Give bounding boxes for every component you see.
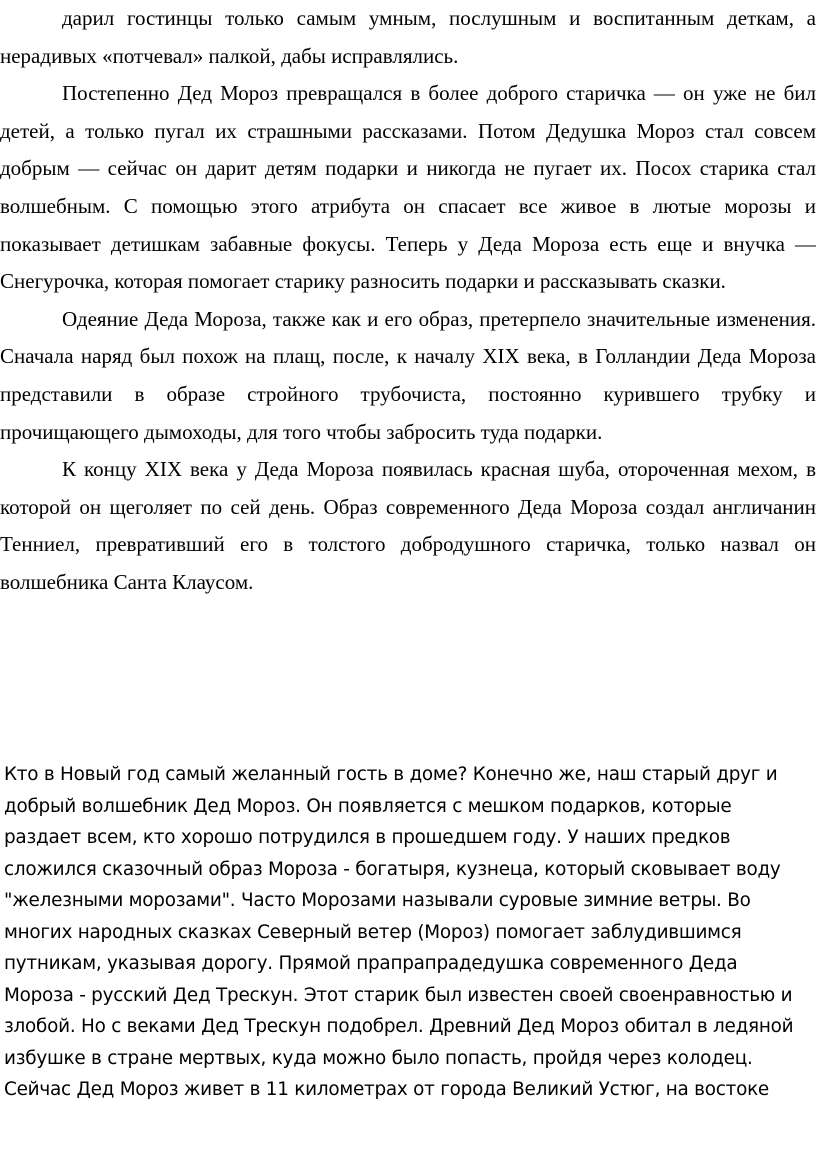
paragraph-attire: Одеяние Деда Мороза, также как и его образ, претерпело значительные изменения. Сначала наряд был похож на плащ, после, к началу XIX века, в Голландии Деда Мороза представили в образе стройного трубочиста, постоянно курившего трубку и прочищающего дымоходы, для того чтобы забросить туда подарки. — [0, 306, 816, 444]
sans-text-block — [4, 759, 808, 1106]
paragraph-red-coat: К концу XIX века у Деда Мороза появилась красная шуба, отороченная мехом, в которой он щеголяет по сей день. Образ современного Деда Мороза создал англичанин Тенниел, превративший его в толстого добродушного старичка, только назвал он волшебника Санта Клаусом. — [0, 457, 816, 594]
paragraph-new-year-guest: Кто в Новый год самый желанный гость в доме? Конечно же, наш старый друг и добрый волшебник Дед Мороз. Он появляется с мешком подарков, которые раздает всем, кто хорошо потрудился в прошедшем году. У наших предков сложился сказочный образ Мороза - богатыря, кузнеца, который сковывает воду "железными морозами". Часто Морозами называли суровые зимние ветры. Во многих народных сказках Северный ветер (Мороз) помогает заблудившимся путникам, указывая дорогу. Прямой прапрапрадедушка современного Деда Мороза - русский Дед Трескун. Этот старик был известен своей своенравностью и злобой. Но с веками Дед Трескун подобрел. Древний Дед Мороз обитал в ледяной избушке в стране мертвых, куда можно было попасть, пройдя через колодец. Сейчас Дед Мороз живет в 11 километрах от города Великий Устюг, на востоке — [4, 764, 794, 1100]
paragraph-continuation: дарил гостинцы только самым умным, послушным и воспитанным деткам, а нерадивых «потчевал» палкой, дабы исправлялись. — [0, 6, 816, 68]
paragraph-transformation: Постепенно Дед Мороз превращался в более доброго старичка — он уже не бил детей, а только пугал их страшными рассказами. Потом Дедушка Мороз стал совсем добрым — сейчас он дарит детям подарки и никогда не пугает их. Посох старика стал волшебным. С помощью этого атрибута он спасает все живое в лютые морозы и показывает детишкам забавные фокусы. Теперь у Деда Мороза есть еще и внучка — Снегурочка, которая помогает старику разносить подарки и рассказывать сказки. — [0, 81, 816, 294]
